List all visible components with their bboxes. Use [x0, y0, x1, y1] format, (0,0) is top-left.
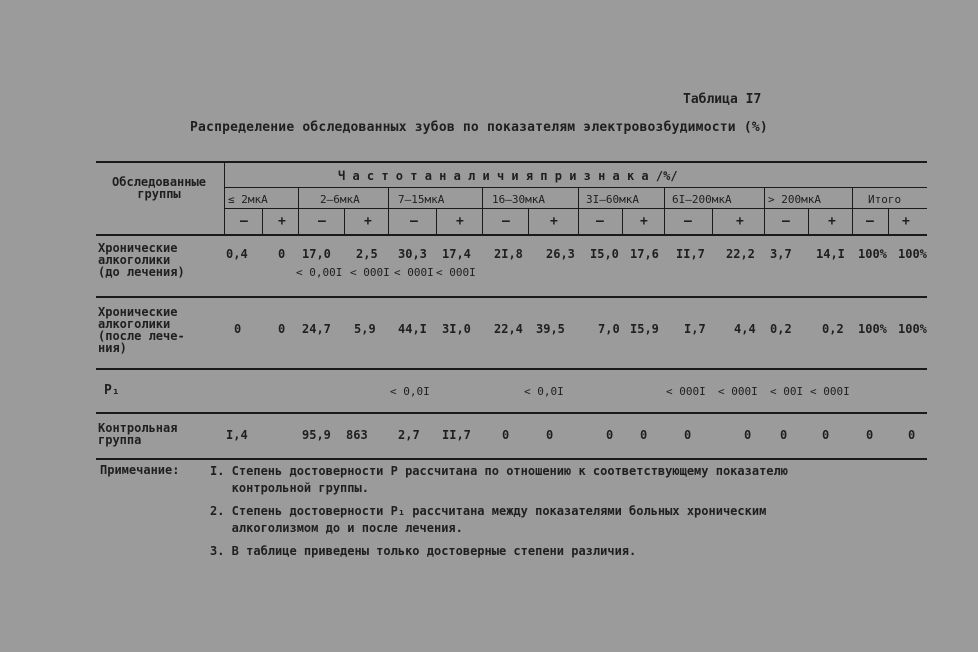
- table-number: Таблица I7: [683, 92, 762, 107]
- plus-header: +: [550, 214, 558, 229]
- notes-label: Примечание:: [100, 463, 180, 477]
- table-cell: 0,2: [822, 322, 844, 336]
- range-header: 7–15мкА: [398, 193, 445, 206]
- p-value: < 000I: [436, 266, 476, 279]
- table-cell: 14,I: [816, 247, 845, 261]
- table-cell: 0: [606, 428, 614, 442]
- table-cell: 0: [822, 428, 830, 442]
- row-label: P₁: [104, 383, 120, 398]
- plus-header: +: [278, 214, 286, 229]
- table-cell: 17,0: [302, 247, 331, 261]
- table-cell: 0: [780, 428, 788, 442]
- table-cell: 100%: [898, 322, 927, 336]
- minus-header: –: [782, 214, 790, 229]
- table-cell: 22,4: [494, 322, 523, 336]
- plus-header: +: [828, 214, 836, 229]
- table-cell: 0: [278, 322, 286, 336]
- minus-header: –: [410, 214, 418, 229]
- range-header: Итого: [868, 193, 902, 206]
- table-cell: 0: [640, 428, 648, 442]
- p-value: < 000I: [350, 266, 390, 279]
- groups-header: Обследованные группы: [112, 175, 206, 201]
- table-cell: 26,3: [546, 247, 575, 261]
- sub-col-rule: [528, 209, 529, 234]
- p-value: < 000I: [394, 266, 434, 279]
- plus-header: +: [456, 214, 464, 229]
- sub-col-rule: [712, 209, 713, 234]
- header-rule-1: [224, 187, 927, 188]
- table-cell: 3,7: [770, 247, 792, 261]
- table-cell: 17,4: [442, 247, 471, 261]
- col-rule: [664, 188, 665, 234]
- note-item: 2. Степень достоверности P₁ рассчитана между показателями больных хроническим алкоголизмом до и после лечения.: [210, 504, 767, 535]
- table-cell: 0: [908, 428, 916, 442]
- p-value: < 000I: [666, 385, 706, 398]
- table-top-rule: [96, 161, 927, 163]
- p-value: < 0,0I: [524, 385, 564, 398]
- col-rule: [298, 188, 299, 234]
- col-rule: [578, 188, 579, 234]
- p-value: < 00I: [770, 385, 804, 398]
- table-cell: 17,6: [630, 247, 659, 261]
- sub-col-rule: [622, 209, 623, 234]
- col-rule: [482, 188, 483, 234]
- table-cell: 0,2: [770, 322, 792, 336]
- p-value: < 0,0I: [390, 385, 430, 398]
- table-cell: 22,2: [726, 247, 755, 261]
- table-cell: 0: [546, 428, 554, 442]
- note-item: I. Степень достоверности P рассчитана по отношению к соответствующему показателю контрольной группы.: [210, 464, 788, 495]
- frequency-header: Ч а с т о т а н а л и ч и я п р и з н а к а /%/: [338, 169, 678, 183]
- table-cell: I,4: [226, 428, 248, 442]
- row-label: Контрольная группа: [98, 421, 178, 447]
- row-rule-3: [96, 412, 927, 414]
- table-caption: Распределение обследованных зубов по показателям электровозбудимости (%): [190, 120, 768, 135]
- range-header: 6I–200мкА: [672, 193, 732, 206]
- col-rule: [852, 188, 853, 234]
- sub-col-rule: [344, 209, 345, 234]
- row-rule-2: [96, 368, 927, 370]
- sub-col-rule: [808, 209, 809, 234]
- p-value: < 000I: [718, 385, 758, 398]
- table-cell: 39,5: [536, 322, 565, 336]
- table-cell: II,7: [676, 247, 705, 261]
- plus-header: +: [640, 214, 648, 229]
- minus-header: –: [866, 214, 874, 229]
- col-rule: [764, 188, 765, 234]
- table-cell: 44,I: [398, 322, 427, 336]
- table-cell: 7,0: [598, 322, 620, 336]
- table-cell: 2I,8: [494, 247, 523, 261]
- sub-col-rule: [436, 209, 437, 234]
- table-cell: 863: [346, 428, 368, 442]
- table-cell: I,7: [684, 322, 706, 336]
- minus-header: –: [240, 214, 248, 229]
- minus-header: –: [502, 214, 510, 229]
- header-rule-2: [224, 208, 927, 209]
- range-header: 2–6мкА: [320, 193, 360, 206]
- table-cell: I5,0: [590, 247, 619, 261]
- range-header: > 200мкА: [768, 193, 821, 206]
- table-cell: 24,7: [302, 322, 331, 336]
- table-cell: 0: [502, 428, 510, 442]
- sub-col-rule: [262, 209, 263, 234]
- range-header: 3I–60мкА: [586, 193, 639, 206]
- range-header: ≤ 2мкА: [228, 193, 268, 206]
- row-label: Хронические алкоголики (после лече- ния): [98, 305, 185, 355]
- table-cell: 0,4: [226, 247, 248, 261]
- group-col-rule: [224, 163, 225, 234]
- table-cell: 2,5: [356, 247, 378, 261]
- table-cell: 100%: [858, 247, 887, 261]
- table-cell: 0: [684, 428, 692, 442]
- table-bottom-rule: [96, 458, 927, 460]
- table-cell: II,7: [442, 428, 471, 442]
- p-value: < 000I: [810, 385, 850, 398]
- p-value: < 0,00I: [296, 266, 343, 279]
- header-bottom-rule: [96, 234, 927, 236]
- row-label: Хронические алкоголики (до лечения): [98, 241, 185, 279]
- minus-header: –: [684, 214, 692, 229]
- table-cell: 3I,0: [442, 322, 471, 336]
- table-cell: 2,7: [398, 428, 420, 442]
- minus-header: –: [596, 214, 604, 229]
- plus-header: +: [902, 214, 910, 229]
- minus-header: –: [318, 214, 326, 229]
- table-cell: 100%: [898, 247, 927, 261]
- plus-header: +: [736, 214, 744, 229]
- table-cell: 0: [234, 322, 242, 336]
- range-header: 16–30мкА: [492, 193, 545, 206]
- table-cell: 0: [866, 428, 874, 442]
- note-item: 3. В таблице приведены только достоверные степени различия.: [210, 544, 637, 558]
- table-cell: 0: [278, 247, 286, 261]
- table-cell: 95,9: [302, 428, 331, 442]
- sub-col-rule: [888, 209, 889, 234]
- row-rule-1: [96, 296, 927, 298]
- plus-header: +: [364, 214, 372, 229]
- table-cell: 5,9: [354, 322, 376, 336]
- col-rule: [388, 188, 389, 234]
- table-cell: 30,3: [398, 247, 427, 261]
- table-cell: 4,4: [734, 322, 756, 336]
- table-cell: 100%: [858, 322, 887, 336]
- table-cell: 0: [744, 428, 752, 442]
- table-cell: I5,9: [630, 322, 659, 336]
